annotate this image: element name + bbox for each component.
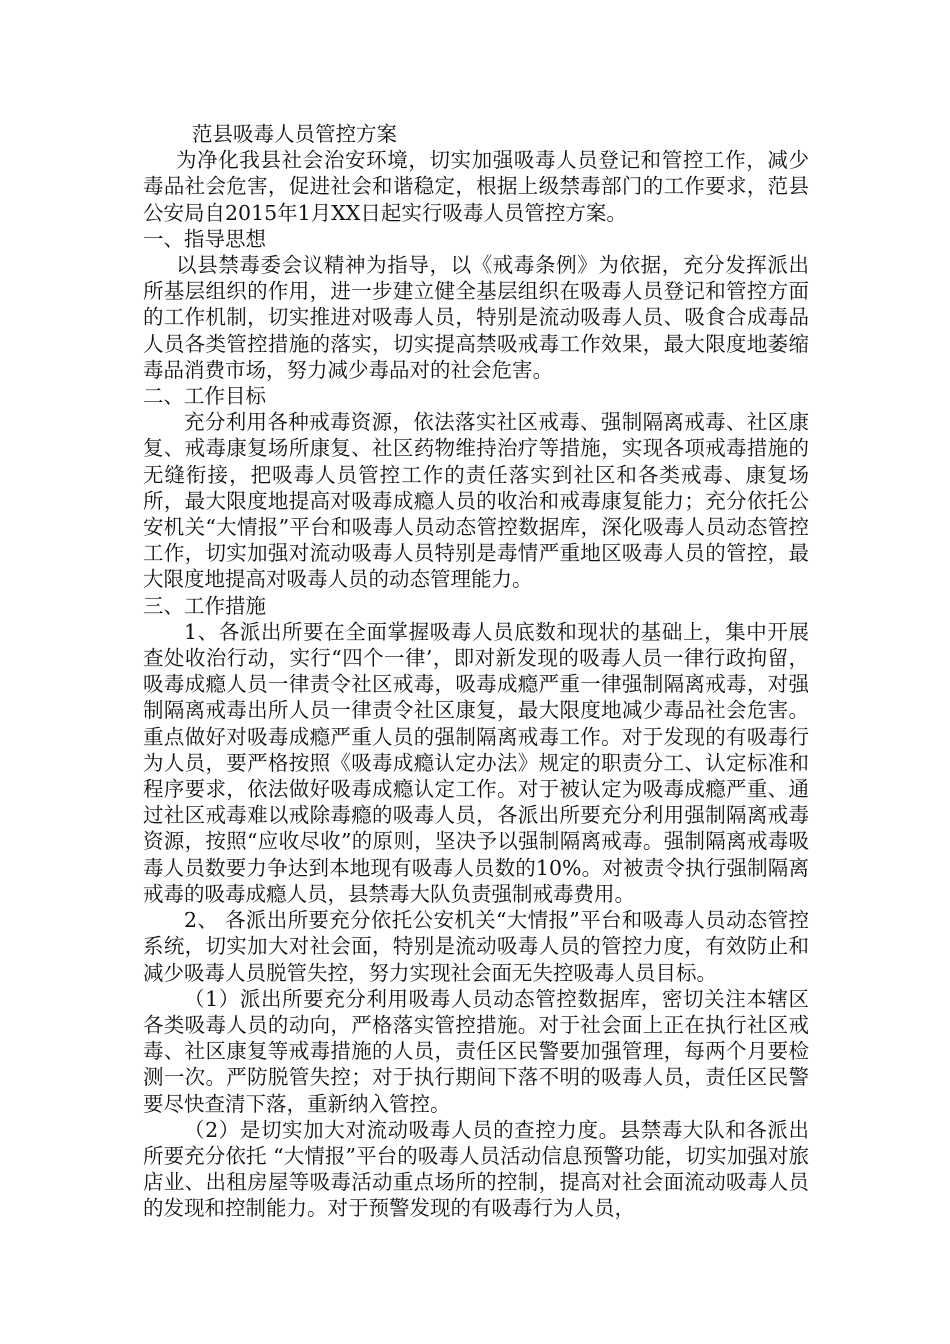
measure-item-2: 2、 各派出所要充分依托公安机关“大情报”平台和吸毒人员动态管控系统，切实加大对社会面，特别是流动吸毒人员的管控力度，有效防止和减少吸毒人员脱管失控，努力实现社会面无失控吸毒人员目标。 bbox=[143, 908, 809, 985]
section-heading-guiding-ideology: 一、指导思想 bbox=[143, 226, 266, 251]
section-heading-work-goals: 二、工作目标 bbox=[143, 384, 266, 409]
measure-subitem-1: （1）派出所要充分利用吸毒人员动态管控数据库，密切关注本辖区各类吸毒人员的动向，严格落实管控措施。对于社会面上正在执行社区戒毒、社区康复等戒毒措施的人员，责任区民警要加强管理，每两个月要检测一次。严防脱管失控；对于执行期间下落不明的吸毒人员，责任区民警要尽快查清下落，重新纳入管控。 bbox=[143, 986, 809, 1116]
work-goals-paragraph: 充分利用各种戒毒资源，依法落实社区戒毒、强制隔离戒毒、社区康复、戒毒康复场所康复、社区药物维持治疗等措施，实现各项戒毒措施的无缝衔接，把吸毒人员管控工作的责任落实到社区和各类戒毒、康复场所，最大限度地提高对吸毒成瘾人员的收治和戒毒康复能力；充分依托公安机关“大情报”平台和吸毒人员动态管控数据库，深化吸毒人员动态管控工作，切实加强对流动吸毒人员特别是毒情严重地区吸毒人员的管控，最大限度地提高对吸毒人员的动态管理能力。 bbox=[143, 410, 809, 592]
measure-subitem-2: （2）是切实加大对流动吸毒人员的查控力度。县禁毒大队和各派出所要充分依托 “大情报”平台的吸毒人员活动信息预警功能，切实加强对旅店业、出租房屋等吸毒活动重点场所的控制，提高对社会面流动吸毒人员的发现和控制能力。对于预警发现的有吸毒行为人员， bbox=[143, 1117, 809, 1221]
measure-item-1: 1、各派出所要在全面掌握吸毒人员底数和现状的基础上，集中开展查处收治行动，实行“四个一律’，即对新发现的吸毒人员一律行政拘留，吸毒成瘾人员一律责令社区戒毒，吸毒成瘾严重一律强制隔离戒毒，对强制隔离戒毒出所人员一律责令社区康复，最大限度地减少毒品社会危害。重点做好对吸毒成瘾严重人员的强制隔离戒毒工作。对于发现的有吸毒行为人员，要严格按照《吸毒成瘾认定办法》规定的职责分工、认定标准和程序要求，依法做好吸毒成瘾认定工作。对于被认定为吸毒成瘾严重、通过社区戒毒难以戒除毒瘾的吸毒人员，各派出所要充分利用强制隔离戒毒资源，按照“应收尽收”的原则，坚决予以强制隔离戒毒。强制隔离戒毒吸毒人员数要力争达到本地现有吸毒人员数的10%。对被责令执行强制隔离戒毒的吸毒成瘾人员，县禁毒大队负责强制戒毒费用。 bbox=[143, 619, 809, 906]
document-title: 范县吸毒人员管控方案 bbox=[192, 122, 397, 146]
section-heading-work-measures: 三、工作措施 bbox=[143, 593, 266, 618]
document-body bbox=[143, 121, 809, 1222]
guiding-ideology-paragraph: 以县禁毒委会议精神为指导，以《戒毒条例》为依据，充分发挥派出所基层组织的作用，进一步建立健全基层组织在吸毒人员登记和管控方面的工作机制，切实推进对吸毒人员，特别是流动吸毒人员、吸食合成毒品人员各类管控措施的落实，切实提高禁吸戒毒工作效果，最大限度地萎缩毒品消费市场，努力减少毒品对的社会危害。 bbox=[143, 253, 809, 382]
intro-paragraph: 为净化我县社会治安环境，切实加强吸毒人员登记和管控工作，减少毒品社会危害，促进社会和谐稳定，根据上级禁毒部门的工作要求，范县公安局自2015年1月XX日起实行吸毒人员管控方案。 bbox=[143, 148, 809, 225]
